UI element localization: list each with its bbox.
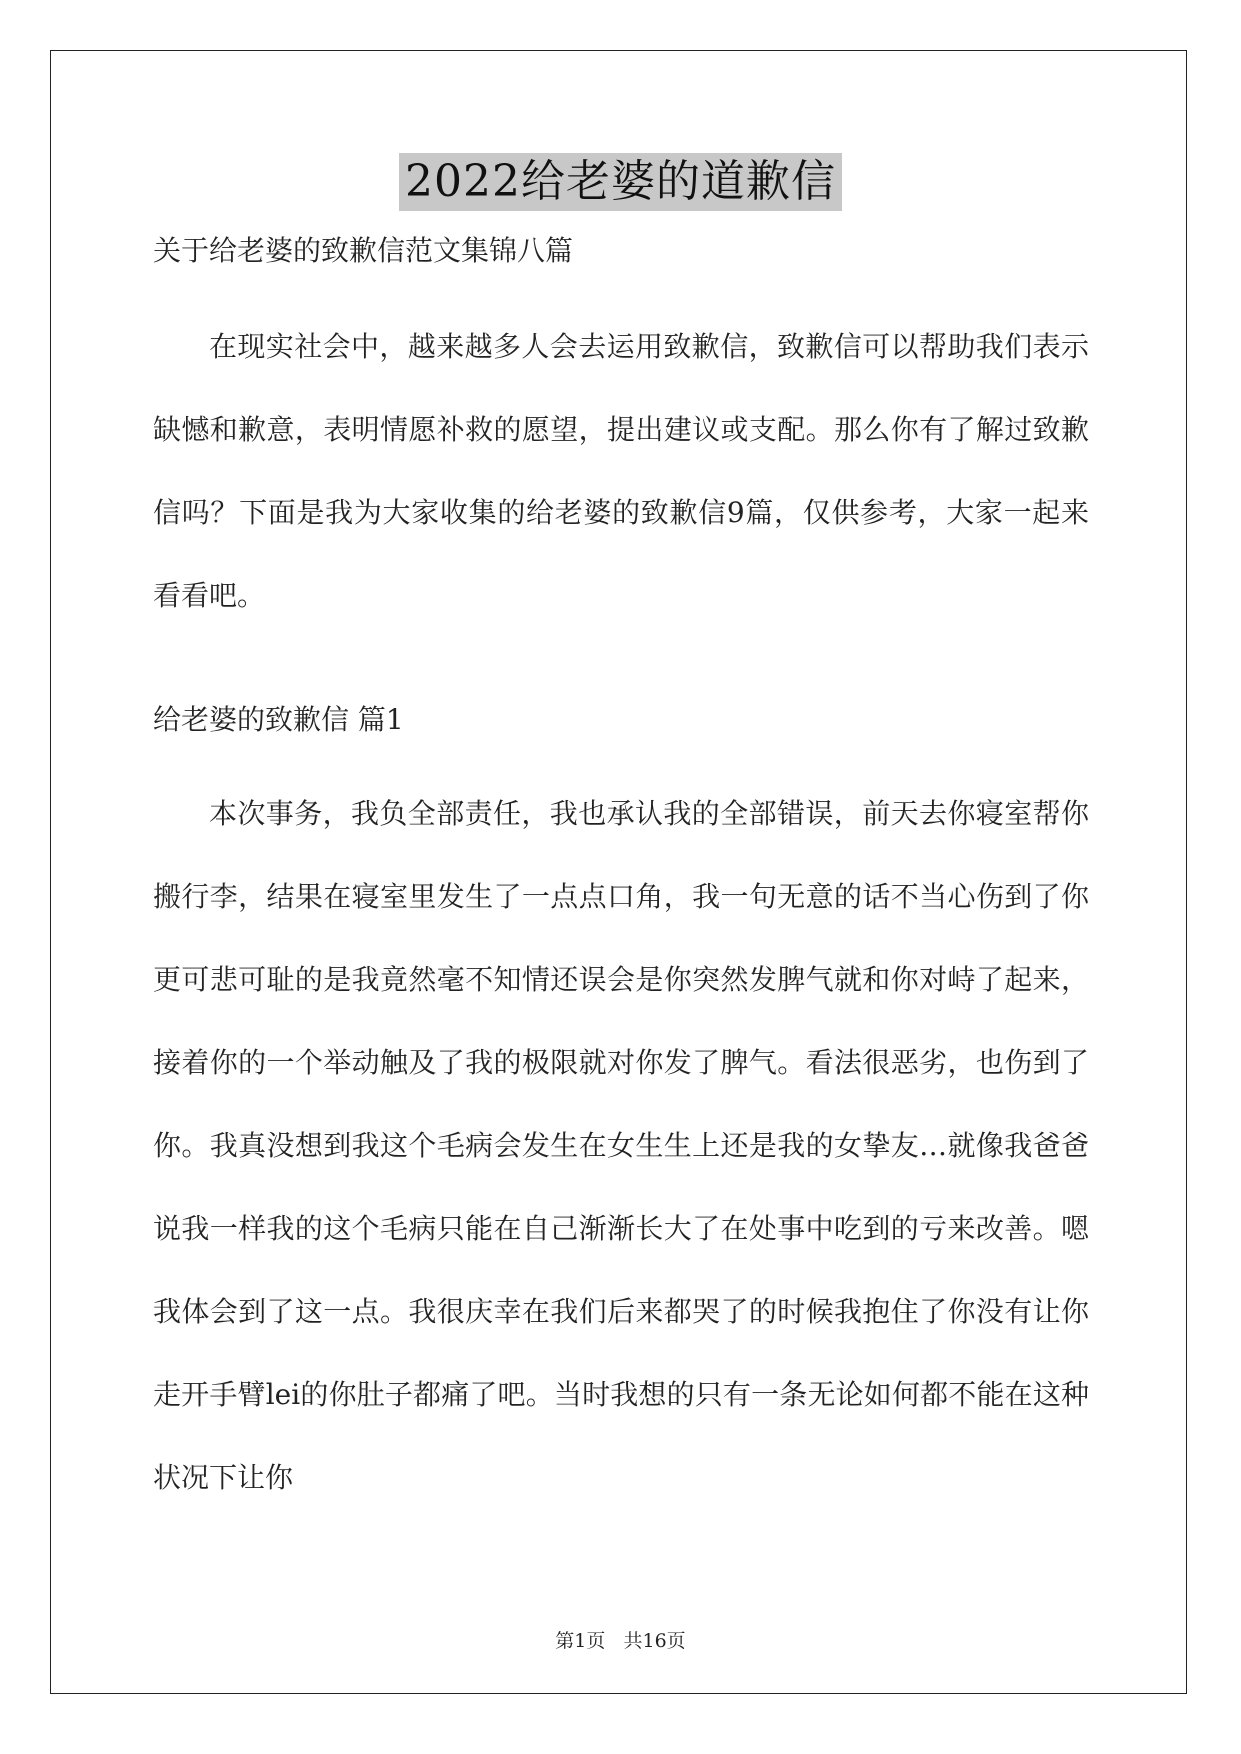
page-footer: 第1页 共16页 <box>555 1630 686 1652</box>
section-heading: 给老婆的致歉信 篇1 <box>153 703 404 736</box>
section-paragraph: 本次事务，我负全部责任，我也承认我的全部错误，前天去你寝室帮你搬行李，结果在寝室里发生了一点点口角，我一句无意的话不当心伤到了你更可悲可耻的是我竟然毫不知情还误会是你突然发脾气就和你对峙了起来，接着你的一个举动触及了我的极限就对你发了脾气。看法很恶劣，也伤到了你。我真没想到我这个毛病会发生在女生生上还是我的女挚友…就像我爸爸说我一样我的这个毛病只能在自己渐渐长大了在处事中吃到的亏来改善。嗯我体会到了这一点。我很庆幸在我们后来都哭了的时候我抱住了你没有让你走开手臂lei的你肚子都痛了吧。当时我想的只有一条无论如何都不能在这种状况下让你 <box>153 797 1089 1494</box>
intro-paragraph: 在现实社会中，越来越多人会去运用致歉信，致歉信可以帮助我们表示缺憾和歉意，表明情愿补救的愿望，提出建议或支配。那么你有了解过致歉信吗？下面是我为大家收集的给老婆的致歉信9篇，仅供参考，大家一起来看看吧。 <box>153 330 1089 612</box>
document-title: 2022给老婆的道歉信 <box>399 153 842 211</box>
title-container <box>0 153 1241 211</box>
document-body <box>153 230 1089 1519</box>
document-subtitle: 关于给老婆的致歉信范文集锦八篇 <box>153 234 574 267</box>
